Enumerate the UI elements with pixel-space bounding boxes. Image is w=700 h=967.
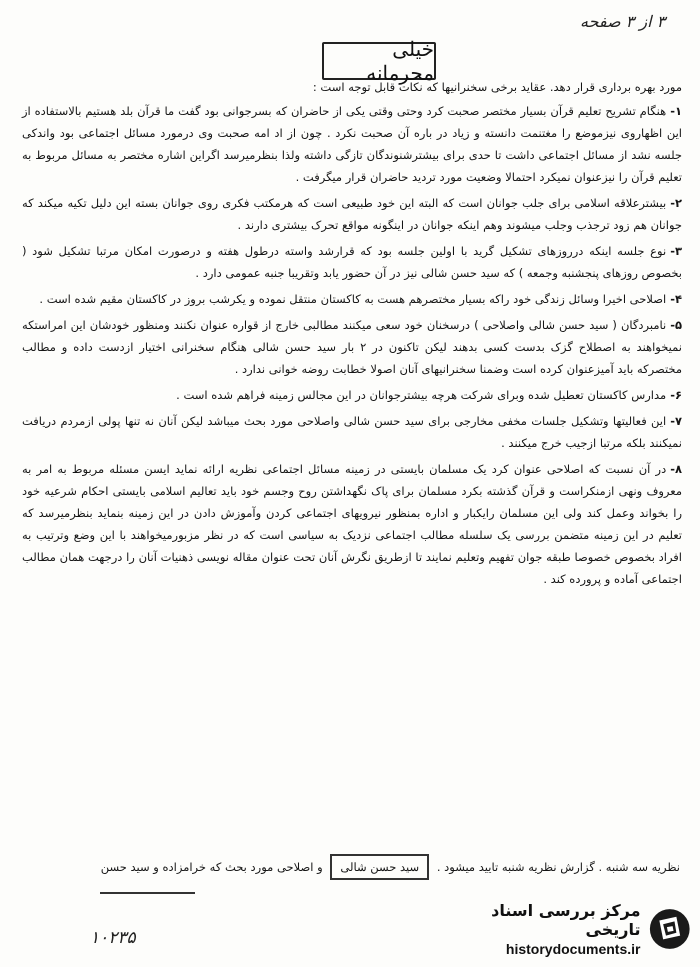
watermark-title: مرکز بررسی اسناد تاریخی xyxy=(491,901,641,939)
item-number: ۴- xyxy=(670,292,682,306)
watermark-url: historydocuments.ir xyxy=(505,941,641,957)
item-number: ۲- xyxy=(670,196,682,210)
item-text: نامبردگان ( سید حسن شالی واصلاحی ) درسخنان خود سعی میکنند مطالبی خارج از قواره عنوان نکنند ومنظور خودشان این امراستکه نمیخواهند به اصطلاح گزک بدست کسی بدهند لیکن تاکنون در ۲ بار سید حسن شالی هنگام سخنرانی اختیار ازدست داده و مطالب مختصرکه باید آمیزعنوان کرده است وضمنا سخنرانیهای آنان اصولا خطابت روضه خوانی ندارد . xyxy=(22,318,682,376)
archive-logo-icon xyxy=(648,906,692,952)
item-text: اصلاحی اخیرا وسائل زندگی خود راکه بسیار مختصرهم هست به کاکستان منتقل نموده و یکرشب بروز در کاکستان مقیم شده است . xyxy=(39,292,667,306)
watermark-text xyxy=(442,901,640,957)
list-item xyxy=(22,458,682,590)
item-text: در آن نسبت که اصلاحی عنوان کرد یک مسلمان بایستی در زمینه مسائل اجتماعی نظریه ارائه نماید ایسن مسئله مربوط به امر به معروف ونهی ازمنکراست و قرآن گذشته بکرد مسلمان برای پاک نگهداشتن روح وجسم خود باید تعالیم اسلامی بایستی احکام شرعیه خود را بخواند وعمل کند ولی این مسلمان رایکبار و اداره بمنظور نیرویهای اجتماعی کردن وآموزش دادن در این زمینه بنماید بنظرمیرسد که تعلیم در این زمینه متضمن بررسی یک سلسله مطالب اجتماعی نزدیک به سیاسی است که در نظر مزبورمیخواهند با این وضع وترتیب به افراد بخصوص خصوصا طبقه جوان تفهیم وتعلیم نمایند تا ازطریق نگرش آنان تحت عنوان مقاله نویسی ذهنیات آنان را درجهت همان مطالب اجتماعی آماده و پرورده کند . xyxy=(22,462,682,586)
item-text: بیشترعلاقه اسلامی برای جلب جوانان است که البته این خود طبیعی است که هرمکتب فکری روی جوانان بسته این دلیل تکیه میکند که جوانان هم زود ترجذب وجلب میشوند وهم اینکه جوانان در اینگونه مواقع تحرک بیشتری دارند . xyxy=(22,196,682,232)
item-number: ۳- xyxy=(670,244,682,258)
page-number-mark: ۳ از ۳ صفحه xyxy=(580,12,666,31)
list-item xyxy=(22,288,682,310)
boxed-name: سید حسن شالی xyxy=(330,854,429,880)
footer-note xyxy=(20,854,680,880)
list-item xyxy=(22,240,682,284)
classification-stamp-text: خیلی محرمانه xyxy=(366,37,434,85)
item-number: ۸- xyxy=(670,462,682,476)
archive-watermark xyxy=(442,899,692,959)
document-body xyxy=(22,72,682,594)
item-number: ۶- xyxy=(670,388,682,402)
footer-text-after: و اصلاحی مورد بحث که خرامزاده و سید حسن xyxy=(100,860,323,874)
intro-paragraph: مورد بهره برداری قرار دهد. عقاید برخی سخنرانیها که نکات قابل توجه است : xyxy=(312,80,682,94)
item-number: ۱- xyxy=(670,104,682,118)
list-item xyxy=(22,314,682,380)
document-number: ۱۰۲۳۵ xyxy=(90,928,136,948)
list-item xyxy=(22,192,682,236)
list-item xyxy=(22,384,682,406)
item-text: نوع جلسه اینکه درروزهای تشکیل گرید با اولین جلسه بود که قرارشد واسته درطول هفته و درصورت امکان مرتبا تشکیل شود ( بخصوص روزهای پنجشنبه وجمعه ) که سید حسن شالی نیز در آن حضور یابد وتقریبا جنبه عمومی دارد . xyxy=(22,244,682,280)
item-text: این فعالیتها وتشکیل جلسات مخفی مخارجی برای سید حسن شالی واصلاحی مورد بحث میباشد لیکن آنان نه تنها پولی ازمردم دریافت نمیکنند بلکه مرتبا ازجیب خرج میکنند . xyxy=(22,414,682,450)
list-item xyxy=(22,410,682,454)
item-number: ۷- xyxy=(670,414,682,428)
item-text: مدارس کاکستان تعطیل شده وبرای شرکت هرچه بیشترجوانان در این مجالس زمینه فراهم شده است . xyxy=(176,388,667,402)
item-text: هنگام تشریح تعلیم قرآن بسیار مختصر صحبت کرد وحتی وقتی یکی از حاضران که بسرجوانی بود گفت ما قرآن بلد هستیم بالاستفاده از این اظهاروی نیزموضع را مغتنمت دانسته و زیاد در باره آن صحبت نکرد . چون از اد امه صحبت وی درمورد مسائل اجتماعی بود واندکی جلسه نشد از مسائل اجتماعی داشت تا حدی برای بیشترشنوندگان تازگی داشته ولذا بنظرمیرسد اگراین اشاره مختصر به مسائل مربوط به تعلیم قرآن را نیزعنوان نمیکرد احتمالا وضعیت مورد تردید حاضران قرار میگرفت . xyxy=(22,104,682,184)
footer-text-before: نظریه سه شنبه . گزارش نظریه شنبه تایید میشود . xyxy=(436,860,680,874)
item-number: ۵- xyxy=(670,318,682,332)
handwritten-underline xyxy=(100,892,195,902)
list-item xyxy=(22,100,682,188)
